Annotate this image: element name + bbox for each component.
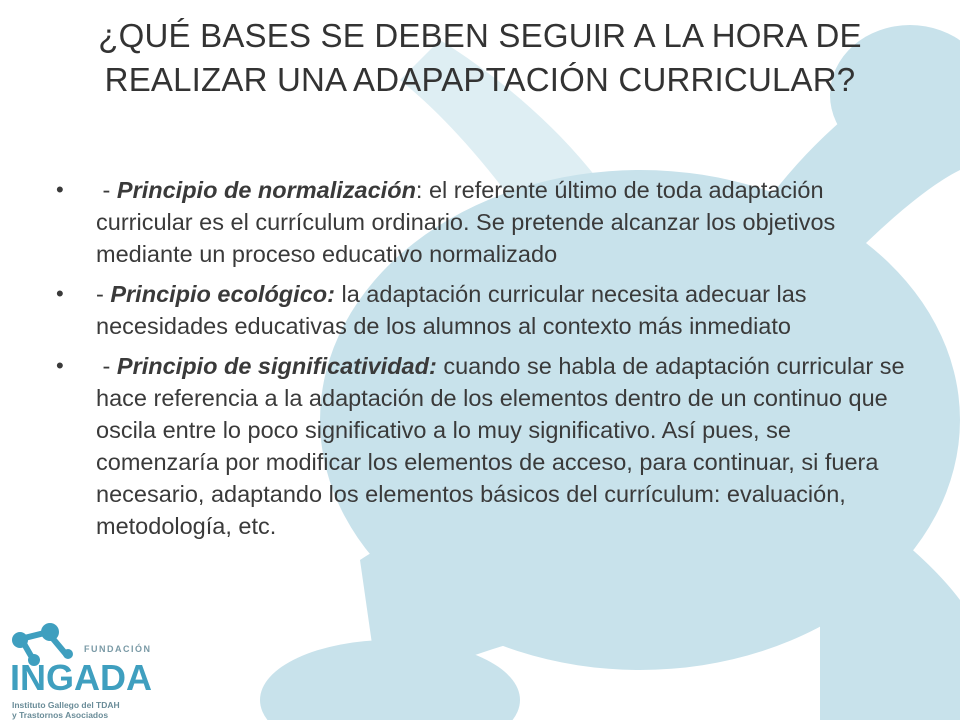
bullet-marker: • — [56, 281, 64, 306]
bullet-prefix: - — [96, 281, 111, 307]
bullet-prefix: - — [96, 177, 117, 203]
principle-name: Principio de significatividad: — [116, 353, 437, 379]
logo-subtitle-line-1: Instituto Gallego del TDAH — [12, 700, 120, 710]
list-item-significance — [56, 350, 906, 542]
principle-separator: : — [415, 177, 429, 203]
logo-name: INGADA — [10, 657, 152, 698]
principle-description: el referente último de toda adaptación curricular es el currículum ordinario. Se pretende alcanzar los objetivos mediante un proceso educativo normalizado — [96, 177, 836, 267]
principle-description: la adaptación curricular necesita adecuar las necesidades educativas de los alumnos al contexto más inmediato — [96, 281, 807, 339]
bullet-marker: • — [56, 177, 64, 202]
principle-name: Principio de normalización — [116, 177, 416, 203]
logo-foundation-label: FUNDACIÓN — [84, 644, 152, 654]
logo-subtitle — [12, 700, 182, 720]
principles-list — [56, 174, 906, 550]
ingada-logo — [6, 620, 176, 720]
principle-description: cuando se habla de adaptación curricular se hace referencia a la adaptación de los elementos dentro de un continuo que oscila entre lo poco significativo a lo muy significativo. Así pues, se comenzaría por modificar los elementos de acceso, para continuar, si fuera necesario, adaptando los elementos básicos del currículum: evaluación, metodología, etc. — [96, 353, 905, 539]
list-item-ecological — [56, 278, 906, 342]
bullet-prefix: - — [96, 353, 117, 379]
bullet-marker: • — [56, 353, 64, 378]
logo-subtitle-line-2: y Trastornos Asociados — [12, 710, 109, 720]
principle-name: Principio ecológico: — [110, 281, 335, 307]
list-item-normalization — [56, 174, 906, 270]
slide-title-line-1: ¿QUÉ BASES SE DEBEN SEGUIR A LA HORA DE — [98, 17, 862, 54]
slide-title-line-2: REALIZAR UNA ADAPAPTACIÓN CURRICULAR? — [104, 61, 856, 98]
slide-title — [40, 14, 920, 102]
